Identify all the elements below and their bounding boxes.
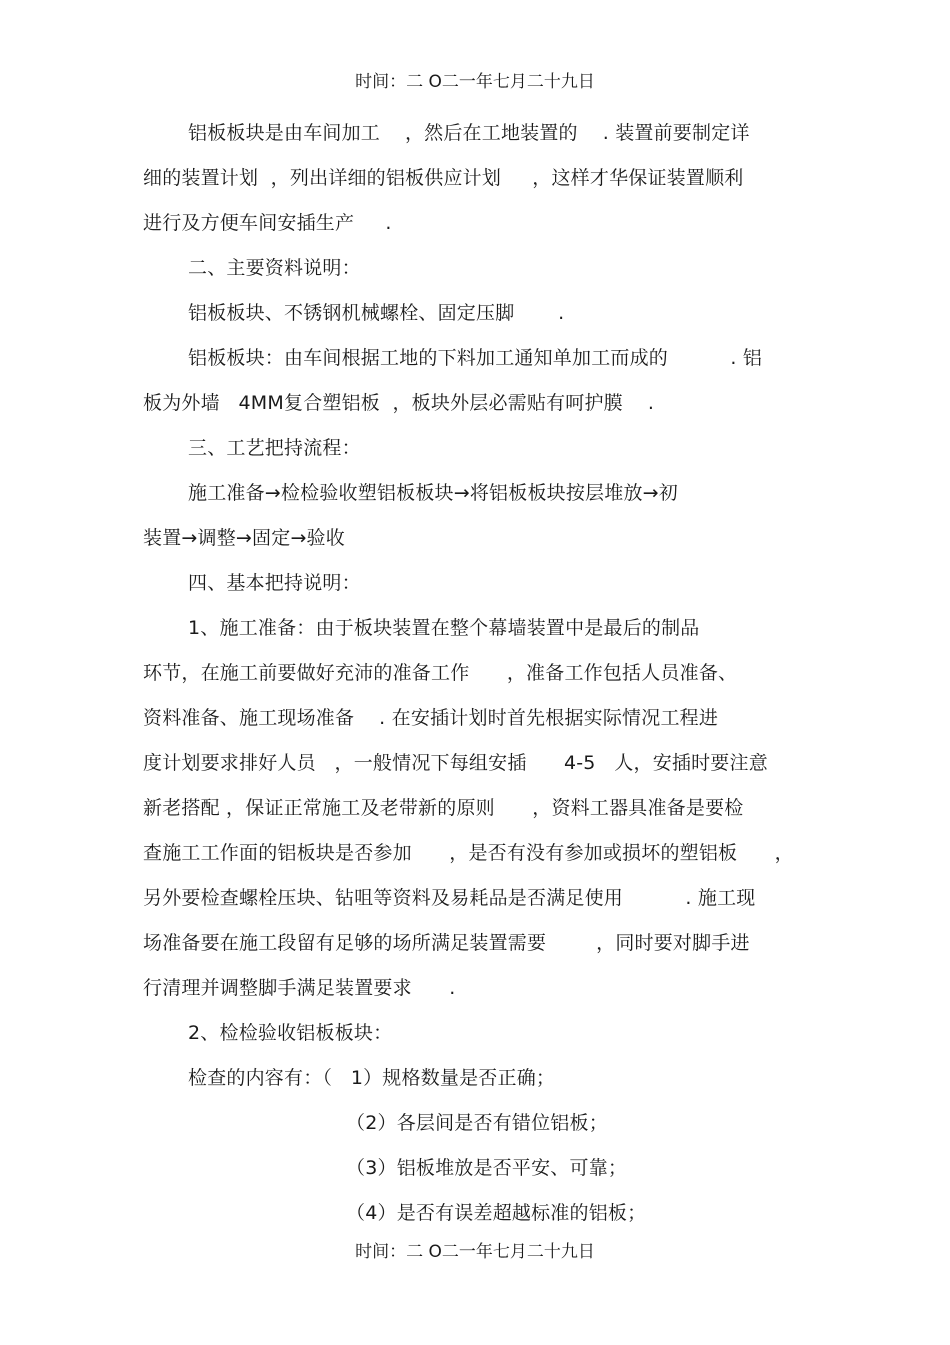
page-footer-date: 时间：二 O二一年七月二十九日 xyxy=(355,1242,595,1262)
section-heading: 四、基本把持说明： xyxy=(188,572,361,594)
paragraph-line: 1、施工准备：由于板块装置在整个幕墙装置中是最后的制品 xyxy=(188,617,700,639)
list-item: 检查的内容有：（ 1）规格数量是否正确； xyxy=(188,1067,556,1089)
paragraph-line: 铝板板块是由车间加工 ，然后在工地装置的 . 装置前要制定详 xyxy=(188,122,750,144)
paragraph-line: 度计划要求排好人员 ，一般情况下每组安插 4-5 人，安插时要注意 xyxy=(143,752,768,774)
paragraph-line: 施工准备→检检验收塑铝板板块→将铝板板块按层堆放→初 xyxy=(188,482,678,504)
list-item: （2）各层间是否有错位铝板； xyxy=(346,1112,608,1134)
section-heading: 二、主要资料说明： xyxy=(188,257,361,279)
paragraph-line: 铝板板块、不锈钢机械螺栓、固定压脚 . xyxy=(188,302,565,324)
list-item: （3）铝板堆放是否平安、可靠； xyxy=(346,1157,628,1179)
paragraph-line: 细的装置计划 ，列出详细的铝板供应计划 ，这样才华保证装置顺利 xyxy=(143,167,744,189)
paragraph-line: 行清理并调整脚手满足装置要求 . xyxy=(143,977,456,999)
paragraph-line: 另外要检查螺栓压块、钻咀等资料及易耗品是否满足使用 . 施工现 xyxy=(143,887,756,909)
paragraph-line: 新老搭配 ，保证正常施工及老带新的原则 ，资料工器具准备是要检 xyxy=(143,797,744,819)
paragraph-line: 进行及方便车间安插生产 . xyxy=(143,212,392,234)
paragraph-line: 资料准备、施工现场准备 . 在安插计划时首先根据实际情况工程进 xyxy=(143,707,719,729)
paragraph-line: 环节，在施工前要做好充沛的准备工作 ，准备工作包括人员准备、 xyxy=(143,662,738,684)
page-header-date: 时间：二 O二一年七月二十九日 xyxy=(355,72,595,92)
list-item: （4）是否有误差超越标准的铝板； xyxy=(346,1202,647,1224)
paragraph-line: 板为外墙 4MM复合塑铝板 ，板块外层必需贴有呵护膜 . xyxy=(143,392,655,414)
paragraph-line: 铝板板块：由车间根据工地的下料加工通知单加工而成的 . 铝 xyxy=(188,347,763,369)
paragraph-line: 查施工工作面的铝板块是否参加 ，是否有没有参加或损坏的塑铝板 ， xyxy=(143,842,794,864)
section-heading: 2、检检验收铝板板块： xyxy=(188,1022,393,1044)
section-heading: 三、工艺把持流程： xyxy=(188,437,361,459)
paragraph-line: 场准备要在施工段留有足够的场所满足装置需要 ，同时要对脚手进 xyxy=(143,932,750,954)
paragraph-line: 装置→调整→固定→验收 xyxy=(143,527,345,549)
